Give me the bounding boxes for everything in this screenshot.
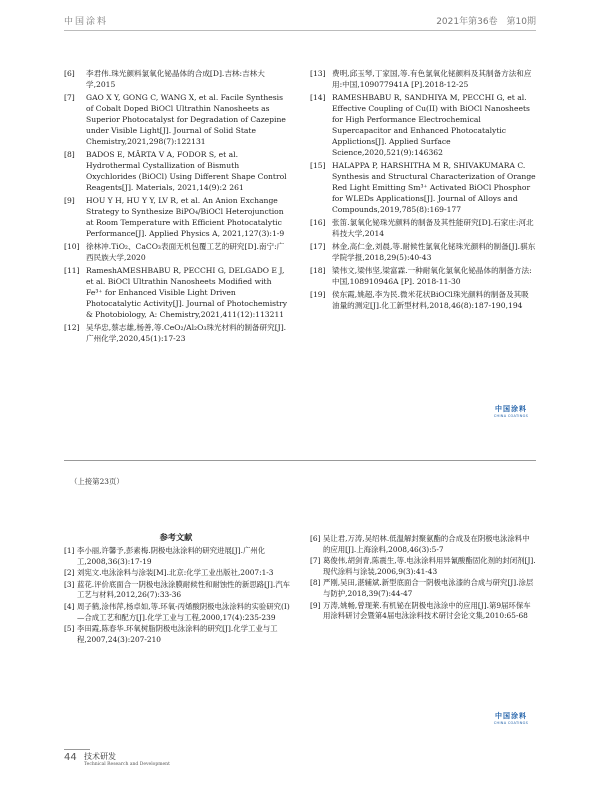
reference-number: [19]	[310, 290, 326, 299]
journal-name: 中国涂料	[64, 17, 109, 27]
logo-cn: 中国涂料	[495, 405, 527, 413]
reference-item	[64, 68, 290, 90]
reference-text: HALAPPA P, HARSHITHA M R, SHIVAKUMARA C. Synthesis and Structural Characterization of Orange Red Light Emitting Sm³⁺ Activated BiOCl Phosphor for WLEDs Applications[J]. Journal of Alloys and Compounds,2019,785(8):169-177	[332, 161, 536, 214]
reference-text: 徐林冲.TiO₂、CaCO₃表面无机包覆工艺的研究[D].南宁:广西民族大学,2020	[86, 242, 285, 262]
reference-item	[64, 241, 290, 263]
running-header	[64, 14, 536, 30]
logo-en: CHINA COATINGS	[493, 721, 529, 725]
reference-number: [6]	[64, 69, 75, 78]
reference-text: RameshAMESHBABU R, PECCHI G, DELGADO E J, et al. BiOCl Ultrathin Nanosheets Modified with Fe³⁺ for Enhanced Visible Light Driven Photocatalytic Activity[J]. Journal of Photochemistry & Photobiology, A: Chemistry,2021,411(12):113211	[86, 266, 288, 319]
reference-text: 周子鹤,涂伟萍,杨卓如,等.环氧-丙烯酸阴极电泳涂料的实验研究(I)—合成工艺和配方[J].化学工业与工程,2000,17(4):235-239	[77, 601, 290, 622]
header-rule	[64, 30, 536, 31]
reference-text: 李小丽,许馨予,彭素梅.阴极电泳涂料的研究进展[J].广州化工,2008,36(3):17-19	[77, 546, 266, 566]
top-refs-right-column	[310, 68, 536, 313]
reference-number: [16]	[310, 218, 326, 227]
reference-item	[64, 265, 290, 320]
reference-number: [7]	[64, 93, 75, 102]
references-heading: 参考文献	[159, 532, 193, 542]
reference-text: 侯东霞,姚超,李为民.微米花状BiOCl珠光颜料的制备及其吸油量的测定[J].化工新型材料,2018,46(8):187-190,194	[332, 290, 529, 310]
reference-number: [2]	[64, 568, 75, 578]
reference-item	[64, 195, 290, 239]
reference-text: 严刚,吴田,湛辅斌.新型底面合一阴极电泳漆的合成与研究[J].涂层与防护,2018,39(7):44-47	[323, 578, 534, 598]
reference-text: 葛俊伟,胡剑青,陈震生,等.电泳涂料用异氰酸酯固化剂的封闭剂[J].现代涂料与涂装,2006,9(3):41-43	[323, 556, 536, 576]
reference-number: [5]	[64, 624, 75, 634]
reference-number: [9]	[310, 600, 321, 610]
logo-en: CHINA COATINGS	[493, 414, 529, 418]
page-number: 44	[64, 752, 77, 763]
reference-text: GAO X Y, GONG C, WANG X, et al. Facile Synthesis of Cobalt Doped BiOCl Ultrathin Nanosheets as Superior Photocatalyst for Degradation of Cazepine under Visible Light[J]. Journal of Solid State Chemistry,2021,298(7):122131	[86, 93, 286, 146]
section-separator	[64, 460, 536, 461]
reference-item	[310, 241, 536, 263]
reference-text: 刘宪文.电泳涂料与涂装[M].北京:化学工业出版社,2007:1-3	[77, 568, 274, 578]
reference-text: 吴让君,万涛,吴绍林.低温解封聚氨酯的合成及在阴极电泳涂料中的应用[J].上海涂料,2008,46(3):5-7	[323, 534, 530, 554]
reference-number: [14]	[310, 93, 326, 102]
reference-number: [8]	[64, 150, 75, 159]
top-refs-right-list	[310, 68, 536, 311]
reference-number: [18]	[310, 266, 326, 275]
continued-note: （上接第23页）	[70, 477, 124, 486]
reference-item	[64, 149, 290, 193]
reference-item	[64, 624, 290, 645]
bottom-refs-right-list	[310, 534, 536, 622]
reference-number: [12]	[64, 323, 80, 332]
reference-item	[310, 217, 536, 239]
reference-item	[64, 92, 290, 147]
reference-item	[64, 602, 290, 623]
reference-text: 李君伟.珠光颜料氯氧化铋晶体的合成[D].吉林:吉林大学,2015	[86, 69, 265, 89]
reference-item	[64, 322, 290, 344]
reference-item	[310, 160, 536, 215]
reference-item	[310, 265, 536, 287]
reference-item	[310, 578, 536, 599]
reference-text: 吴华忠,蔡志雄,杨善,等.CeO₂/Al₂O₃珠光材料的制备研究[J].广州化学,2020,45(1):17-23	[86, 323, 287, 343]
reference-number: [3]	[64, 579, 75, 589]
reference-item	[310, 601, 536, 622]
top-refs-left-column	[64, 68, 290, 346]
journal-logo-top	[486, 404, 536, 418]
bottom-refs-right-column	[310, 534, 536, 623]
logo-cn: 中国涂料	[495, 712, 527, 720]
journal-logo-bottom	[486, 711, 536, 725]
reference-number: [11]	[64, 266, 80, 275]
footer-section-cn: 技术研发	[84, 752, 116, 761]
reference-text: 蓝花.评价底面合一阴极电泳涂膜耐候性和耐蚀性的新思路[J].汽车工艺与材料,2012,26(7):33-36	[77, 579, 290, 600]
bottom-refs-left-list	[64, 546, 290, 645]
footer-section-en: Technical Research and Development	[84, 762, 170, 767]
reference-number: [8]	[310, 578, 321, 588]
reference-number: [9]	[64, 196, 75, 205]
reference-number: [4]	[64, 601, 75, 611]
reference-number: [15]	[310, 161, 326, 170]
reference-number: [1]	[64, 546, 75, 555]
reference-number: [6]	[310, 534, 321, 543]
reference-item	[310, 556, 536, 577]
reference-text: 梁伟文,梁伟坚,梁富霖.一种耐氧化氯氧化铋晶体的制备方法:中国,108910946A [P]. 2018-11-30	[332, 266, 532, 286]
reference-item	[64, 580, 290, 601]
footer-rule	[64, 749, 90, 750]
top-refs-left-list	[64, 68, 290, 344]
reference-item	[310, 534, 536, 555]
issue-info: 2021年第36卷 第10期	[436, 17, 536, 27]
reference-text: RAMESHBABU R, SANDHIYA M, PECCHI G, et al. Effective Coupling of Cu(II) with BiOCl Nanosheets for High Performance Electrochemical Supercapacitor and Enhanced Photocatalytic Applictions[J]. Applied Surface Science,2020,521(9):146362	[332, 93, 530, 157]
reference-item	[310, 68, 536, 90]
reference-number: [7]	[310, 556, 321, 566]
bottom-refs-left-column	[64, 546, 290, 646]
reference-item	[310, 289, 536, 311]
reference-number: [17]	[310, 242, 326, 251]
reference-text: 张笛.氯氧化铋珠光颜料的制备及其性能研究[D].石家庄:河北科技大学,2014	[332, 218, 534, 238]
reference-text: 万涛,姚畅,曾现莱.有机铋在阴极电泳涂中的应用[J].第9届环保车用涂料研讨会暨第4届电泳涂料技术研讨会论文集,2010:65-68	[323, 600, 531, 621]
reference-item	[64, 546, 290, 567]
reference-text: BADOS E, MÂRTA V A, FODOR S, et al. Hydrothermal Cystallization of Bismuth Oxychlorides (BiOCl) Using Different Shape Control Reagents[J]. Materials, 2021,14(9):2 261	[86, 150, 287, 192]
reference-text: HOU Y H, HU Y Y, LV R, et al. An Anion Exchange Strategy to Synthesize BiPO₄/BiOCl Heterojunction at Room Temperature with Efficient Photocatalytic Performance[J]. Applied Physics A, 2021,127(3):1-9	[86, 196, 285, 238]
reference-number: [13]	[310, 69, 326, 78]
reference-text: 费明,邱玉琴,丁家国,等.有色氯氧化铋颜料及其制备方法和应用:中国,109077941A [P].2018-12-25	[332, 69, 532, 89]
reference-item	[310, 92, 536, 158]
reference-item	[64, 568, 290, 579]
reference-text: 林金,高仁金,刘晨,等.耐候性氯氧化铋珠光颜料的制备[J].骐东学院学报,2018,29(5):40-43	[332, 242, 536, 262]
reference-number: [10]	[64, 242, 80, 251]
reference-text: 李田霞,陈春华.环氧树脂阴极电泳涂料的研究[J].化学工业与工程,2007,24(3):207-210	[77, 624, 278, 644]
